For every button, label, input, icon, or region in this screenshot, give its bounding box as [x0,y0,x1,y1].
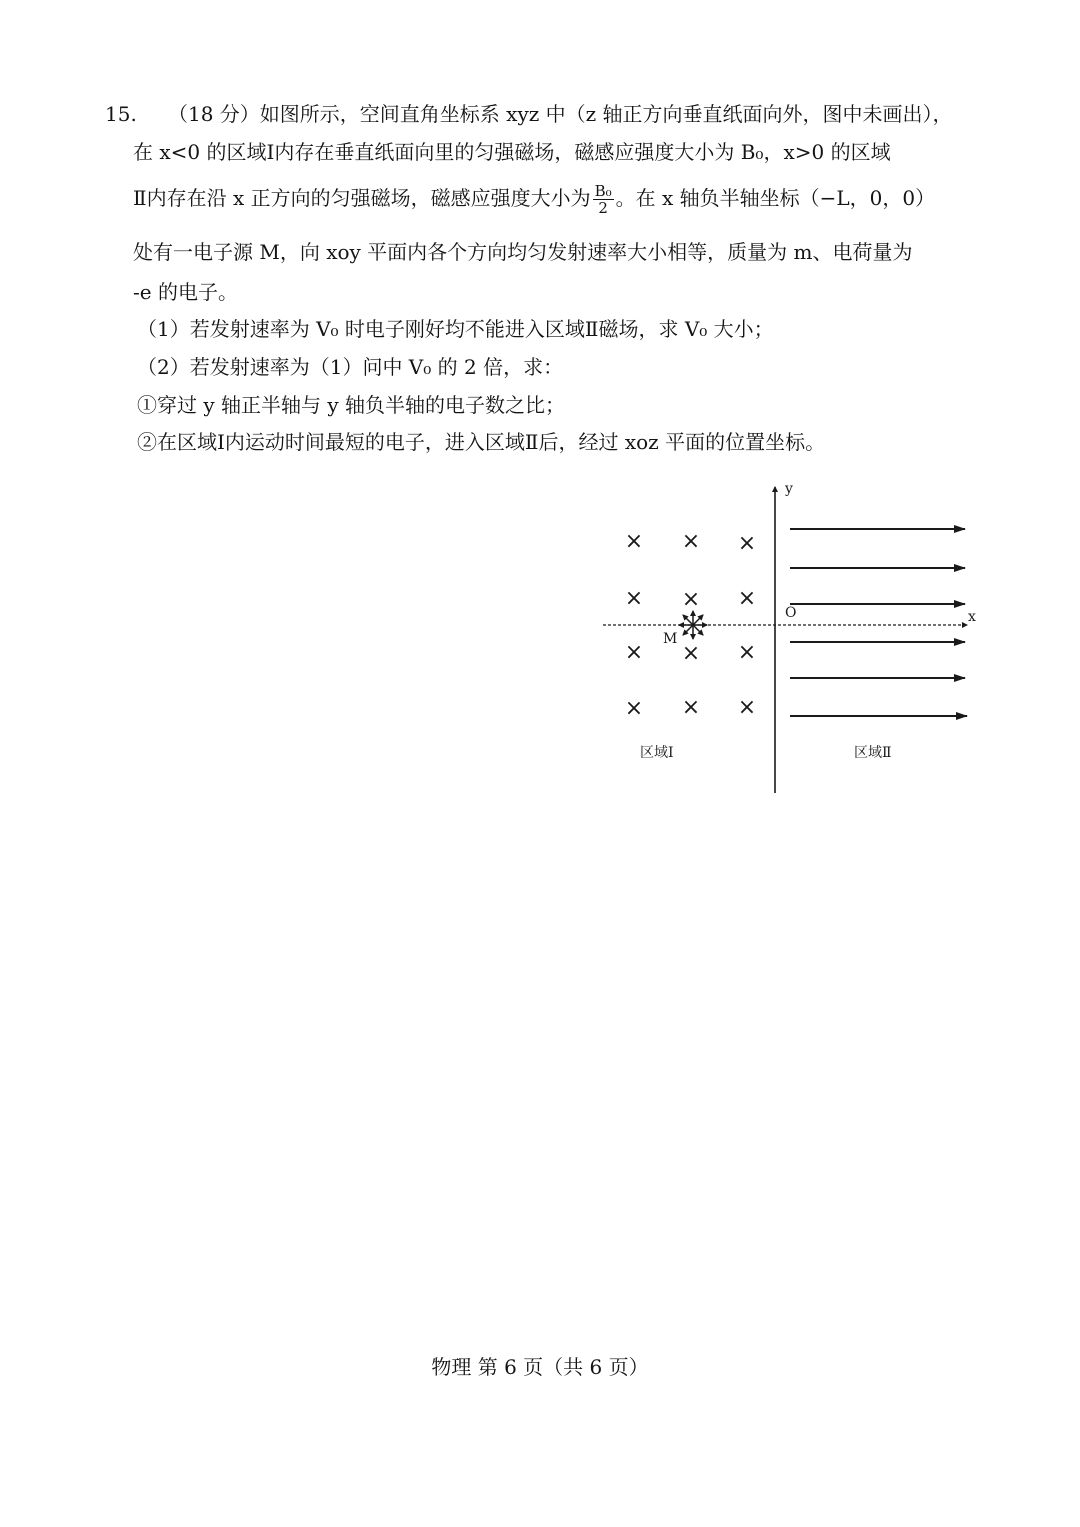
field-cross: × [624,586,644,611]
field-cross: × [737,640,757,665]
electron-source-burst [679,611,707,639]
problem-line-3 [133,183,935,216]
problem-line-1: （18 分）如图所示，空间直角坐标系 xyz 中（z 轴正方向垂直纸面向外，图中未画出）， [168,102,953,126]
sub-question-2a: ①穿过 y 轴正半轴与 y 轴负半轴的电子数之比； [137,393,566,417]
field-cross: × [681,695,701,720]
problem-line-3-post: 。在 x 轴负半轴坐标（−L，0，0） [615,186,936,210]
region-1-label: 区域Ⅰ [640,745,674,761]
field-cross: × [624,640,644,665]
field-cross: × [681,529,701,554]
problem-line-5: -e 的电子。 [133,280,238,304]
region-2-field-arrows [790,529,967,716]
magnetic-field-diagram [595,475,985,800]
question-number: 15. [105,102,137,126]
y-axis-label: y [785,481,793,497]
problem-line-3-pre: Ⅱ内存在沿 x 正方向的匀强磁场，磁感应强度大小为 [133,186,591,210]
field-fraction [593,183,614,216]
sub-question-2b: ②在区域Ⅰ内运动时间最短的电子，进入区域Ⅱ后，经过 xoz 平面的位置坐标。 [137,430,826,454]
field-cross: × [624,696,644,721]
field-cross: × [681,587,701,612]
sub-question-1: （1）若发射速率为 V₀ 时电子刚好均不能进入区域Ⅱ磁场，求 V₀ 大小； [137,317,774,341]
field-cross: × [737,695,757,720]
x-axis-label: x [968,609,976,625]
field-cross: × [737,586,757,611]
problem-line-4: 处有一电子源 M，向 xoy 平面内各个方向均匀发射速率大小相等，质量为 m、电荷量为 [133,240,913,264]
origin-label: O [785,605,797,621]
fraction-denominator: 2 [598,199,608,217]
field-cross: × [737,531,757,556]
problem-line-2: 在 x<0 的区域Ⅰ内存在垂直纸面向里的匀强磁场，磁感应强度大小为 B₀，x>0 的区域 [133,140,891,164]
source-label: M [663,631,678,647]
region-2-label: 区域Ⅱ [854,745,892,761]
sub-question-2: （2）若发射速率为（1）问中 V₀ 的 2 倍，求： [137,355,564,379]
page-footer: 物理 第 6 页（共 6 页） [431,1355,649,1379]
field-cross: × [681,641,701,666]
field-cross: × [624,529,644,554]
fraction-numerator: B₀ [594,182,612,200]
